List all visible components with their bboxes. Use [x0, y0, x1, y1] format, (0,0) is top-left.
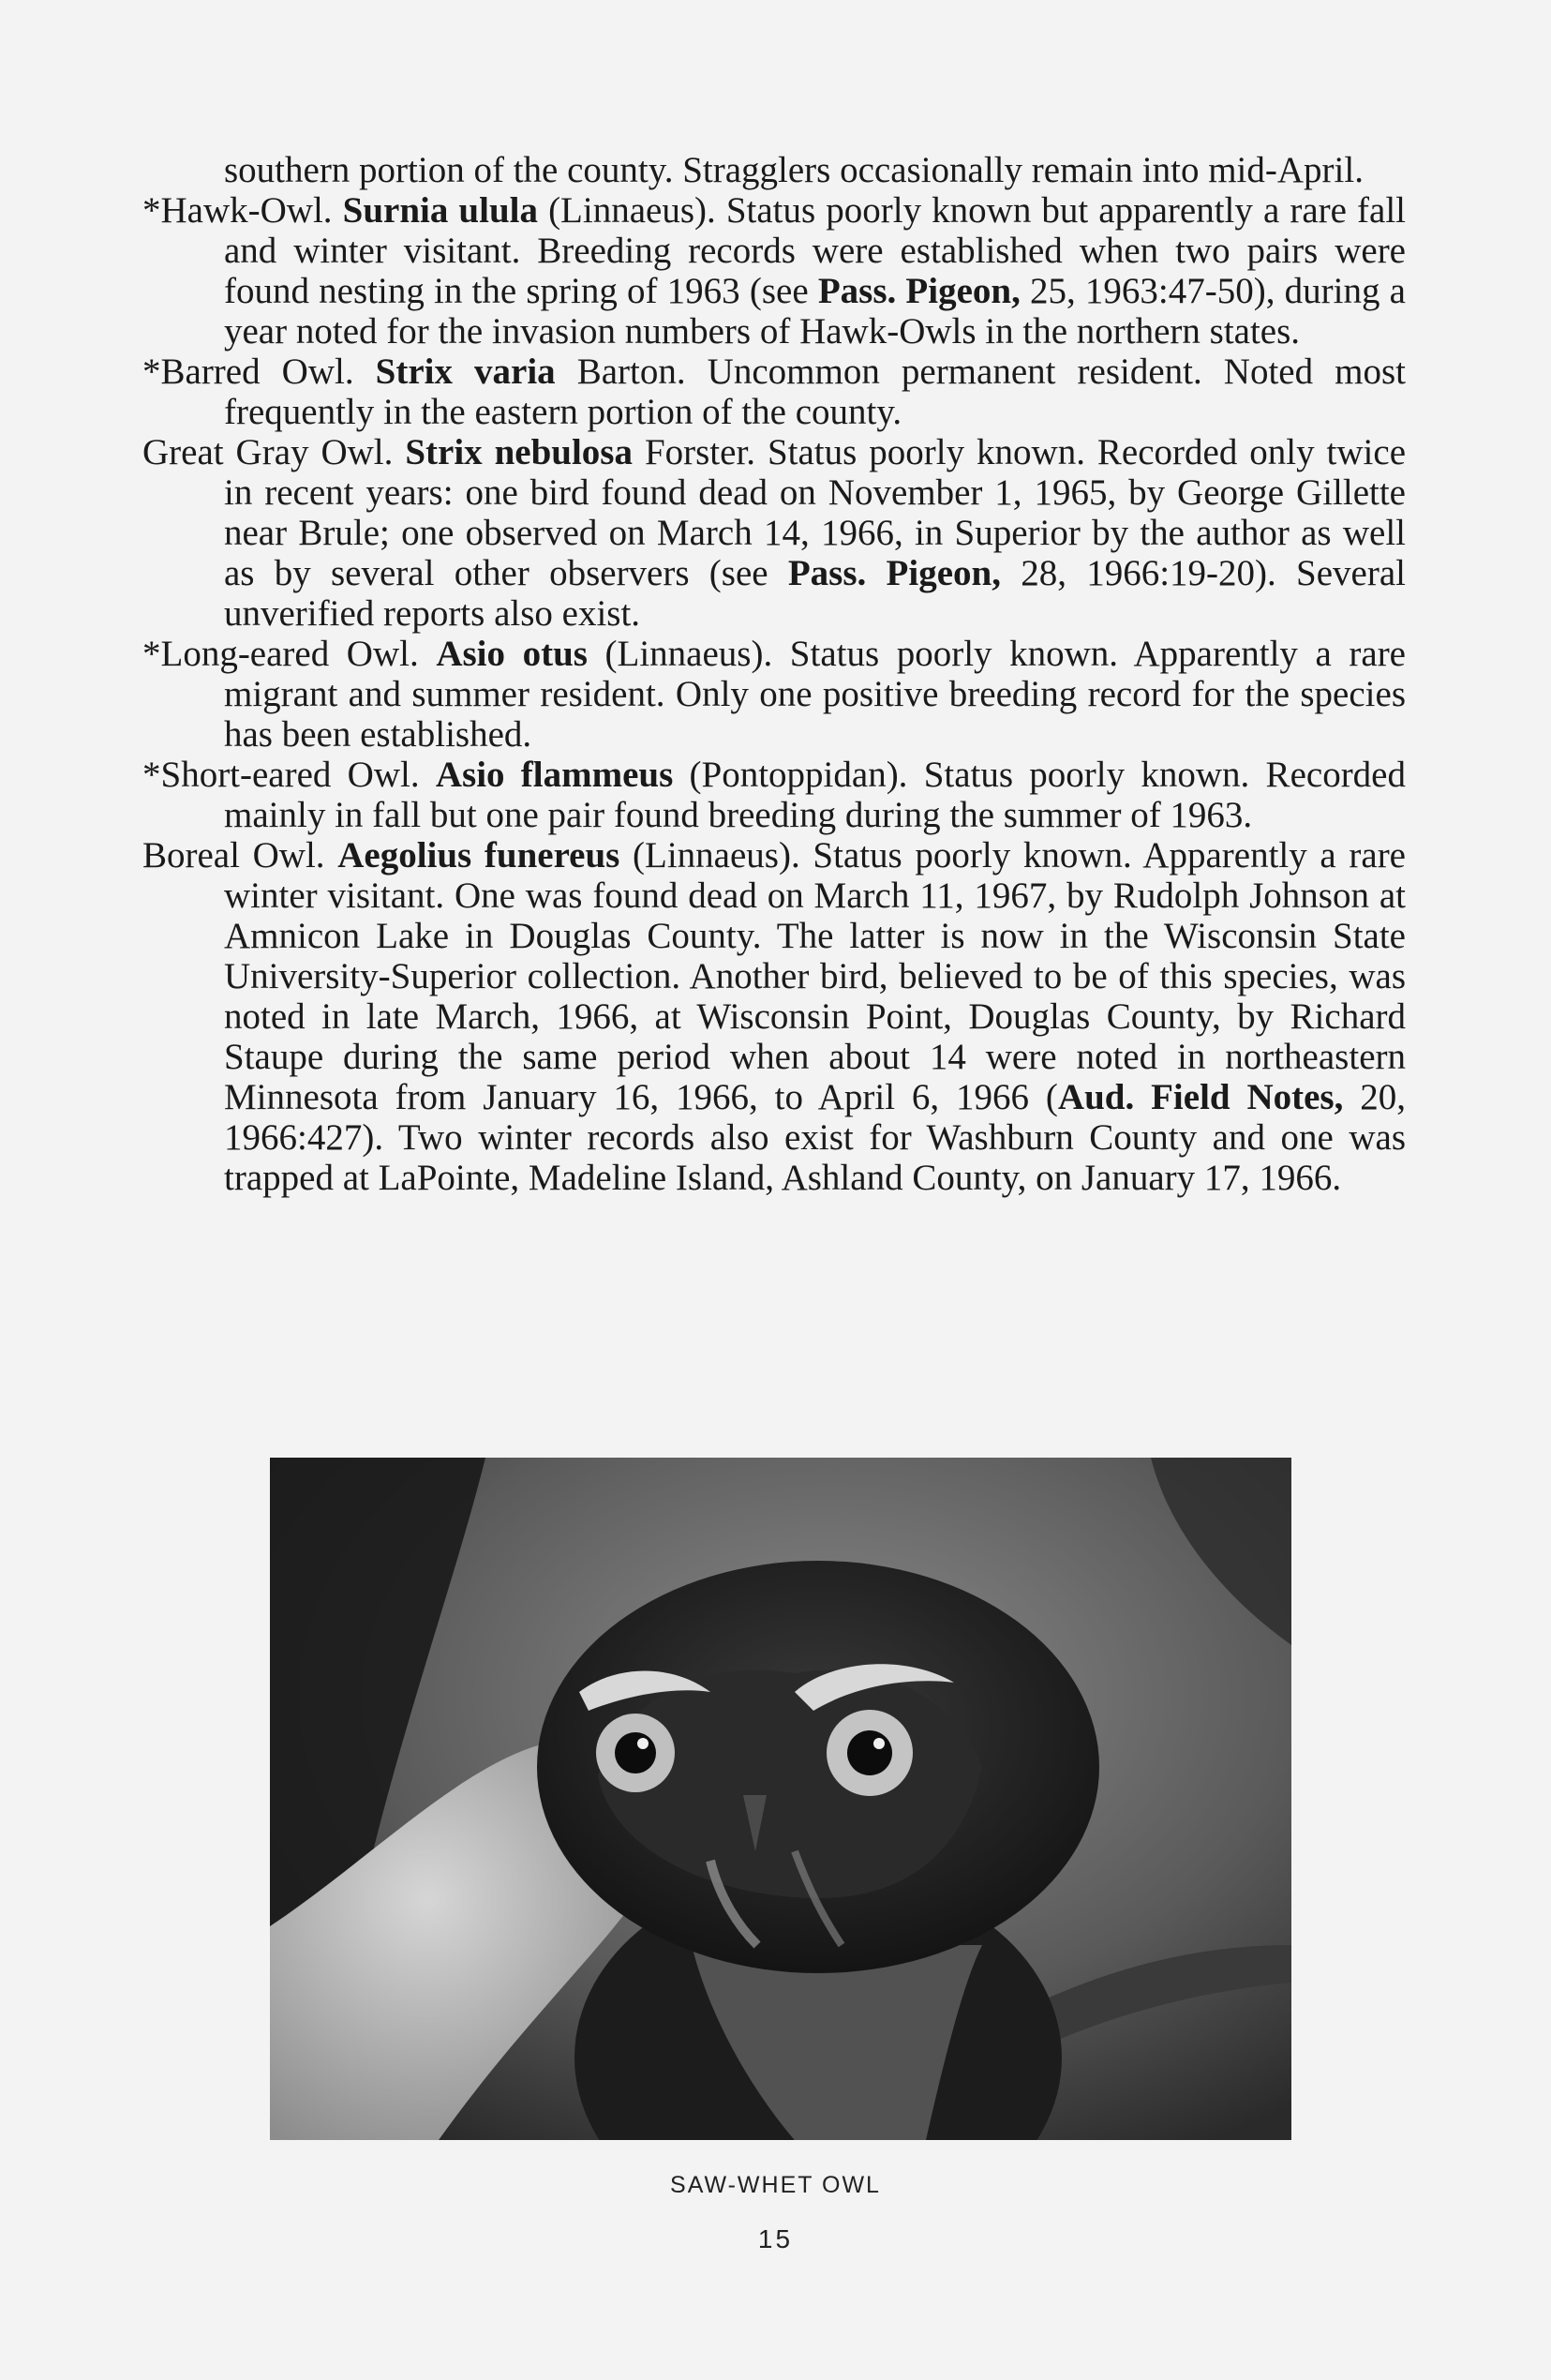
species-entry-boreal-owl — [142, 835, 1406, 1198]
page-number: 15 — [757, 2224, 794, 2253]
scientific-name: Strix nebulosa — [405, 432, 633, 472]
species-name: *Hawk-Owl. — [142, 190, 333, 231]
continuation-paragraph: southern portion of the county. Stragglers occasionally remain into mid-April. — [224, 150, 1364, 190]
scientific-name: Asio flammeus — [435, 755, 674, 795]
species-name: Boreal Owl. — [142, 835, 325, 876]
scientific-name: Aegolius funereus — [337, 835, 620, 876]
entry-text-tail: 25, 1963:47-50), during a year noted for the invasion numbers of Hawk-Owls in the northern states. — [224, 271, 1406, 352]
species-entry-hawk-owl — [142, 190, 1406, 352]
photo-caption: SAW-WHET OWL — [670, 2172, 881, 2198]
entry-text: (Linnaeus). Status poorly known. Apparently a rare migrant and summer resident. Only one positive breeding record for the species has been established. — [224, 634, 1406, 755]
species-name: Great Gray Owl. — [142, 432, 394, 472]
species-name: *Short-eared Owl. — [142, 755, 420, 795]
species-entry-long-eared-owl — [142, 634, 1406, 755]
entry-text: Barton. Uncommon permanent resident. Noted most frequently in the eastern portion of the county. — [224, 352, 1406, 432]
entry-text: (Pontoppidan). Status poorly known. Recorded mainly in fall but one pair found breeding during the summer of 1963. — [224, 755, 1406, 835]
entry-text: (Linnaeus). Status poorly known but apparently a rare fall and winter visitant. Breeding records were established when two pairs were found nesting in the spring of 1963 (see — [224, 190, 1406, 311]
citation: Pass. Pigeon, — [787, 553, 1001, 593]
scientific-name: Asio otus — [436, 634, 588, 674]
scientific-name: Surnia ulula — [342, 190, 538, 231]
species-entry-great-gray-owl — [142, 432, 1406, 634]
scientific-name: Strix varia — [375, 352, 556, 392]
citation: Aud. Field Notes, — [1057, 1077, 1344, 1117]
entry-text: (Linnaeus). Status poorly known. Apparently a rare winter visitant. One was found dead on March 11, 1967, by Rudolph Johnson at Amnicon Lake in Douglas County. The latter is now in the Wisconsin State University-Superior collection. Another bird, believed to be of this species, was noted in late March, 1966, at Wisconsin Point, Douglas County, by Richard Staupe during the same period when about 14 were noted in northeastern Minnesota from January 16, 1966, to April 6, 1966 ( — [224, 835, 1406, 1117]
citation: Pass. Pigeon, — [817, 271, 1021, 311]
species-name: *Long-eared Owl. — [142, 634, 419, 674]
saw-whet-owl-photo — [270, 1458, 1291, 2140]
species-entry-short-eared-owl — [142, 755, 1406, 835]
species-entry-barred-owl — [142, 352, 1406, 432]
owl-illustration — [270, 1458, 1291, 2140]
article-text — [142, 150, 1406, 1198]
entry-text-tail: 20, 1966:427). Two winter records also exist for Washburn County and one was trapped at LaPointe, Madeline Island, Ashland County, on January 17, 1966. — [224, 1077, 1407, 1198]
entry-text: Forster. Status poorly known. Recorded only twice in recent years: one bird found dead on November 1, 1965, by George Gillette near Brule; one observed on March 14, 1966, in Superior by the author as well as by several other observers (see — [224, 432, 1407, 593]
species-name: *Barred Owl. — [142, 352, 354, 392]
entry-text-tail: 28, 1966:19-20). Several unverified reports also exist. — [224, 553, 1406, 634]
